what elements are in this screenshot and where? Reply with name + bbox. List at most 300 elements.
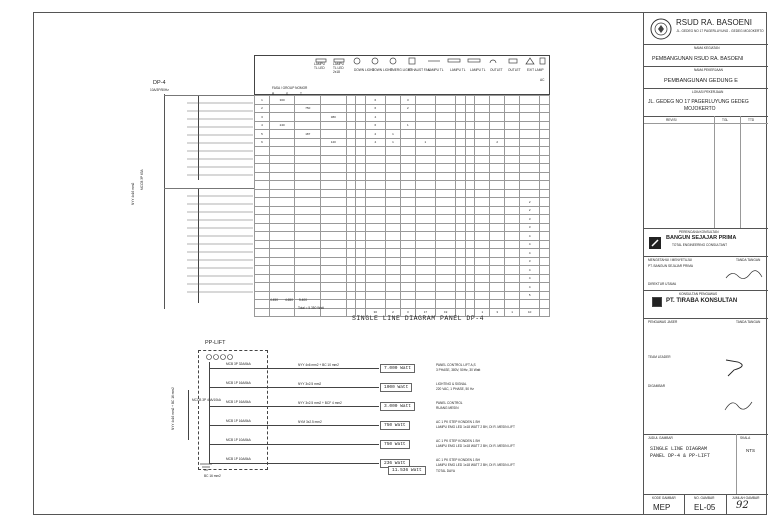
- table-cell: [321, 104, 347, 113]
- feeder-line: [209, 387, 379, 388]
- table-cell: [475, 164, 490, 173]
- table-row: [255, 130, 550, 139]
- table-cell: [346, 266, 356, 275]
- table-row: [255, 121, 550, 130]
- table-cell: [465, 96, 475, 105]
- table-cell: [415, 249, 435, 258]
- table-cell: [490, 232, 505, 241]
- pt-bsp: PT. BANGUN SEJAJAR PRIMA: [648, 264, 693, 268]
- table-cell: [321, 198, 347, 207]
- table-cell: [490, 300, 505, 309]
- table-cell: [520, 300, 540, 309]
- table-cell: [505, 104, 520, 113]
- table-cell: [505, 232, 520, 241]
- table-row: [255, 96, 550, 105]
- feeder-line: [209, 463, 379, 464]
- table-cell: [321, 181, 347, 190]
- table-cell: 1: [415, 138, 435, 147]
- table-cell: [540, 300, 550, 309]
- table-cell: [295, 240, 321, 249]
- table-cell: [295, 164, 321, 173]
- table-cell: [436, 206, 456, 215]
- table-cell: [436, 138, 456, 147]
- table-cell: [465, 249, 475, 258]
- table-cell: [540, 232, 550, 241]
- table-cell: [490, 283, 505, 292]
- table-cell: [465, 181, 475, 190]
- table-cell: 3: [490, 308, 505, 317]
- phase-s: S: [286, 92, 289, 96]
- table-cell: [415, 113, 435, 122]
- table-cell: [365, 291, 385, 300]
- table-cell: [385, 274, 400, 283]
- table-cell: [490, 274, 505, 283]
- table-cell: [346, 257, 356, 266]
- dp4-feeder-line: [164, 94, 165, 309]
- table-cell: [356, 164, 366, 173]
- table-cell: [346, 189, 356, 198]
- table-cell: [346, 223, 356, 232]
- table-cell: 3: [400, 96, 415, 105]
- table-cell: [346, 240, 356, 249]
- table-cell: 1: [475, 308, 490, 317]
- table-row: [255, 155, 550, 164]
- table-cell: 3: [520, 223, 540, 232]
- table-cell: [385, 172, 400, 181]
- table-row: [255, 240, 550, 249]
- table-cell: [356, 232, 366, 241]
- table-cell: [456, 215, 466, 224]
- table-cell: [321, 189, 347, 198]
- hospital-address: JL. GEDEG NO 17 PAGERLUYUNG - GEDEG MOJOKERTO: [676, 29, 764, 33]
- table-cell: [269, 189, 295, 198]
- table-cell: [295, 96, 321, 105]
- table-cell: 4: [520, 232, 540, 241]
- earth-label: BC 16 mm2: [204, 474, 221, 478]
- table-cell: [465, 155, 475, 164]
- table-cell: [475, 130, 490, 139]
- label-pekerjaan: NAMA PEKERJAAN: [694, 68, 723, 72]
- table-cell: [365, 189, 385, 198]
- team-leader: TEAM LEADER: [648, 355, 671, 359]
- table-cell: [475, 274, 490, 283]
- table-cell: [520, 121, 540, 130]
- table-cell: [365, 164, 385, 173]
- table-cell: [385, 113, 400, 122]
- table-cell: 4: [365, 138, 385, 147]
- table-cell: [415, 121, 435, 130]
- table-cell: [321, 266, 347, 275]
- feeder-load: 750 Watt: [380, 421, 410, 430]
- dp4-total-s: 4.650: [285, 298, 293, 302]
- table-cell: [475, 257, 490, 266]
- table-cell: [475, 96, 490, 105]
- table-cell: 4: [365, 113, 385, 122]
- phase-r: R: [272, 92, 275, 96]
- skala-label: SKALA: [740, 436, 751, 440]
- table-cell: [520, 147, 540, 156]
- table-cell: [465, 138, 475, 147]
- feeder-mcb: MCB 3P 32A/6kA: [226, 362, 251, 366]
- table-cell: [456, 138, 466, 147]
- table-cell: [456, 121, 466, 130]
- table-cell: [540, 215, 550, 224]
- table-cell: [385, 147, 400, 156]
- table-cell: [400, 283, 415, 292]
- table-cell: [346, 198, 356, 207]
- device-header: DOWN LIGHT: [372, 68, 393, 72]
- table-cell: [456, 198, 466, 207]
- table-cell: [356, 104, 366, 113]
- table-cell: [400, 232, 415, 241]
- table-cell: [346, 232, 356, 241]
- table-cell: [465, 300, 475, 309]
- table-row: [255, 181, 550, 190]
- table-cell: [365, 240, 385, 249]
- table-cell: [346, 300, 356, 309]
- feeder-mcb: MCB 1P 10A/6kA: [226, 457, 251, 461]
- table-cell: 4: [255, 121, 270, 130]
- table-cell: [490, 164, 505, 173]
- table-cell: [490, 147, 505, 156]
- table-cell: [255, 198, 270, 207]
- table-cell: [540, 308, 550, 317]
- table-cell: [415, 215, 435, 224]
- table-cell: [540, 240, 550, 249]
- device-header: AC: [540, 78, 545, 82]
- table-cell: [465, 274, 475, 283]
- table-cell: [321, 291, 347, 300]
- table-cell: [436, 223, 456, 232]
- table-cell: [385, 164, 400, 173]
- feeder-load: 1000 Watt: [380, 383, 412, 392]
- jumlah: 92: [736, 500, 749, 511]
- table-cell: [321, 121, 347, 130]
- table-cell: [520, 164, 540, 173]
- table-cell: [415, 266, 435, 275]
- table-cell: 4: [520, 266, 540, 275]
- table-cell: [465, 121, 475, 130]
- table-cell: [456, 130, 466, 139]
- label-kegiatan: NAMA KEGIATAN: [694, 46, 720, 50]
- dp4-panel-name: DP-4: [153, 80, 166, 86]
- table-cell: [415, 164, 435, 173]
- table-cell: [415, 223, 435, 232]
- table-cell: [415, 240, 435, 249]
- table-cell: [490, 96, 505, 105]
- table-row: [255, 283, 550, 292]
- table-cell: [255, 189, 270, 198]
- table-cell: [490, 291, 505, 300]
- table-cell: [415, 147, 435, 156]
- table-cell: [400, 172, 415, 181]
- hospital-logo-icon: [650, 18, 672, 40]
- table-cell: [505, 164, 520, 173]
- table-cell: [520, 172, 540, 181]
- feeder-desc-2: LAMPU EMG LED 1x18 WATT 2 BH, DI R. MESIN LIFT: [436, 425, 515, 429]
- device-header: EXHAUST FAN: [408, 68, 431, 72]
- table-cell: [456, 223, 466, 232]
- table-cell: [365, 172, 385, 181]
- table-cell: 3: [520, 257, 540, 266]
- table-cell: [269, 130, 295, 139]
- table-cell: [385, 300, 400, 309]
- table-cell: [295, 172, 321, 181]
- table-cell: [436, 164, 456, 173]
- table-cell: [346, 172, 356, 181]
- table-cell: [490, 215, 505, 224]
- table-cell: [475, 147, 490, 156]
- table-cell: [540, 113, 550, 122]
- table-cell: [490, 189, 505, 198]
- table-cell: 1: [400, 121, 415, 130]
- pplift-mccb: MCCB 3P 40A/10kA: [192, 398, 221, 402]
- table-cell: [540, 266, 550, 275]
- table-cell: [475, 138, 490, 147]
- device-header: EXIT LAMP: [527, 68, 544, 72]
- table-cell: 3: [520, 215, 540, 224]
- table-cell: [356, 130, 366, 139]
- table-cell: [295, 138, 321, 147]
- table-cell: [356, 172, 366, 181]
- lokasi-1: JL. GEDEG NO 17 PAGERLUYUNG GEDEG: [648, 99, 749, 105]
- table-cell: [436, 232, 456, 241]
- table-cell: [356, 96, 366, 105]
- table-cell: [475, 249, 490, 258]
- table-cell: [465, 206, 475, 215]
- table-cell: [365, 206, 385, 215]
- table-cell: [365, 266, 385, 275]
- table-cell: [269, 215, 295, 224]
- table-cell: [365, 283, 385, 292]
- table-cell: [505, 147, 520, 156]
- table-cell: [490, 249, 505, 258]
- table-cell: [456, 181, 466, 190]
- table-cell: [269, 249, 295, 258]
- table-cell: [456, 283, 466, 292]
- table-cell: [295, 189, 321, 198]
- kode: MEP: [653, 503, 671, 512]
- feeder-cable: NYY 3x2.5 mm2: [298, 382, 322, 386]
- table-cell: [505, 274, 520, 283]
- dp4-branch-lines: [185, 95, 255, 310]
- table-cell: [400, 223, 415, 232]
- table-cell: [269, 266, 295, 275]
- table-cell: [465, 198, 475, 207]
- table-cell: [295, 155, 321, 164]
- table-cell: [356, 240, 366, 249]
- table-cell: [385, 291, 400, 300]
- signature-1: [724, 268, 764, 282]
- table-cell: [385, 249, 400, 258]
- table-cell: [465, 232, 475, 241]
- table-cell: [505, 130, 520, 139]
- table-cell: [475, 121, 490, 130]
- table-cell: [346, 164, 356, 173]
- table-cell: [540, 189, 550, 198]
- no-gambar: EL-05: [694, 503, 716, 512]
- table-cell: [321, 155, 347, 164]
- table-cell: [400, 147, 415, 156]
- table-cell: [346, 96, 356, 105]
- table-cell: [465, 189, 475, 198]
- feeder-load: 750 Watt: [380, 440, 410, 449]
- table-cell: [385, 232, 400, 241]
- table-cell: [540, 181, 550, 190]
- table-cell: 240: [269, 121, 295, 130]
- no-gambar-label: NO. GAMBAR: [694, 496, 715, 500]
- table-cell: [415, 291, 435, 300]
- table-cell: [295, 249, 321, 258]
- table-cell: [385, 283, 400, 292]
- table-cell: [540, 104, 550, 113]
- table-cell: [269, 138, 295, 147]
- table-cell: [321, 96, 347, 105]
- dp4-load-table: [254, 95, 550, 317]
- table-cell: [520, 104, 540, 113]
- feeder-desc: AC 1 PK STEP KONDEN 1 BH: [436, 420, 480, 424]
- gambar-label: DIGAMBAR: [648, 384, 666, 388]
- table-cell: [321, 172, 347, 181]
- kegiatan: PEMBANGUNAN RSUD RA. BASOENI: [652, 56, 744, 62]
- feeder-desc-2: RUANG MESIN: [436, 406, 459, 410]
- feeder-desc: PANEL CONTROL: [436, 401, 463, 405]
- table-row: [255, 138, 550, 147]
- revisi-header: TGL: [722, 118, 729, 122]
- table-cell: [346, 138, 356, 147]
- table-cell: [346, 291, 356, 300]
- feeder-line: [209, 368, 379, 369]
- table-cell: 5: [520, 291, 540, 300]
- table-cell: [465, 223, 475, 232]
- table-cell: [295, 283, 321, 292]
- table-cell: 17: [415, 308, 435, 317]
- pplift-incoming: [188, 390, 189, 440]
- table-cell: [505, 223, 520, 232]
- dp4-group-label: FASA / GROUP NOMOR: [272, 86, 308, 90]
- table-cell: [456, 274, 466, 283]
- table-cell: [490, 155, 505, 164]
- table-cell: [436, 291, 456, 300]
- device-header: DOWN LIGHT: [354, 68, 375, 72]
- table-cell: [269, 172, 295, 181]
- dp4-total-r: 4.450: [270, 298, 278, 302]
- feeder-cable: NYM 3x2.5 mm2: [298, 420, 322, 424]
- table-cell: [255, 164, 270, 173]
- table-cell: [436, 147, 456, 156]
- table-cell: [400, 130, 415, 139]
- table-cell: 2: [490, 138, 505, 147]
- table-cell: [436, 121, 456, 130]
- table-cell: [365, 155, 385, 164]
- table-cell: [269, 181, 295, 190]
- table-cell: 4: [520, 249, 540, 258]
- table-row: [255, 206, 550, 215]
- table-cell: 2: [520, 198, 540, 207]
- table-cell: [490, 206, 505, 215]
- table-cell: 3: [400, 308, 415, 317]
- table-cell: [520, 189, 540, 198]
- table-cell: [321, 215, 347, 224]
- table-cell: [436, 257, 456, 266]
- table-cell: [505, 155, 520, 164]
- table-cell: [475, 113, 490, 122]
- table-cell: [346, 121, 356, 130]
- table-cell: [269, 232, 295, 241]
- phase-t: T: [300, 92, 302, 96]
- table-cell: [540, 155, 550, 164]
- table-cell: [385, 189, 400, 198]
- table-cell: 2: [520, 206, 540, 215]
- table-cell: [255, 232, 270, 241]
- table-row: [255, 113, 550, 122]
- table-cell: [456, 257, 466, 266]
- dp4-cable-in: NYY 4x16 mm2: [131, 182, 135, 205]
- feeder-desc: AC 1 PK STEP KONDEN 1 BH: [436, 458, 480, 462]
- kode-label: KODE GAMBAR: [652, 496, 676, 500]
- table-cell: [540, 257, 550, 266]
- table-cell: [321, 257, 347, 266]
- konsultan-label: PERENCANA KONSULTAN: [679, 230, 719, 234]
- table-cell: 1: [505, 308, 520, 317]
- table-cell: [346, 155, 356, 164]
- dp4-total-label: Total = 5.350 Watt: [298, 306, 324, 310]
- table-cell: [269, 240, 295, 249]
- table-row: [255, 266, 550, 275]
- table-cell: [295, 113, 321, 122]
- table-cell: [436, 113, 456, 122]
- table-row: [255, 249, 550, 258]
- tanda-tangan: TANDA TANGAN: [736, 258, 761, 262]
- table-cell: [456, 172, 466, 181]
- table-cell: [520, 138, 540, 147]
- table-cell: [475, 198, 490, 207]
- lokasi-2: MOJOKERTO: [684, 106, 716, 112]
- table-cell: [356, 189, 366, 198]
- table-cell: [400, 257, 415, 266]
- table-cell: [400, 164, 415, 173]
- table-cell: [365, 257, 385, 266]
- table-cell: [400, 113, 415, 122]
- table-cell: [475, 266, 490, 275]
- feeder-load: 3.000 Watt: [380, 402, 415, 411]
- table-cell: [415, 300, 435, 309]
- table-cell: [356, 206, 366, 215]
- table-cell: [400, 240, 415, 249]
- table-cell: [356, 181, 366, 190]
- table-cell: 187: [295, 130, 321, 139]
- table-cell: [465, 164, 475, 173]
- table-cell: [540, 172, 550, 181]
- table-cell: [436, 300, 456, 309]
- table-cell: [475, 291, 490, 300]
- table-cell: [456, 104, 466, 113]
- table-cell: [255, 181, 270, 190]
- table-row: [255, 172, 550, 181]
- table-cell: [505, 96, 520, 105]
- table-cell: [269, 147, 295, 156]
- device-header: LAMPU TL: [450, 68, 466, 72]
- revisi-header: REVISI: [666, 118, 677, 122]
- table-cell: [505, 172, 520, 181]
- table-cell: [400, 138, 415, 147]
- table-cell: [356, 283, 366, 292]
- table-cell: [505, 240, 520, 249]
- tanda-tangan-2: TANDA TANGAN: [736, 320, 761, 324]
- table-cell: [456, 232, 466, 241]
- table-cell: [346, 104, 356, 113]
- table-cell: 2: [385, 308, 400, 317]
